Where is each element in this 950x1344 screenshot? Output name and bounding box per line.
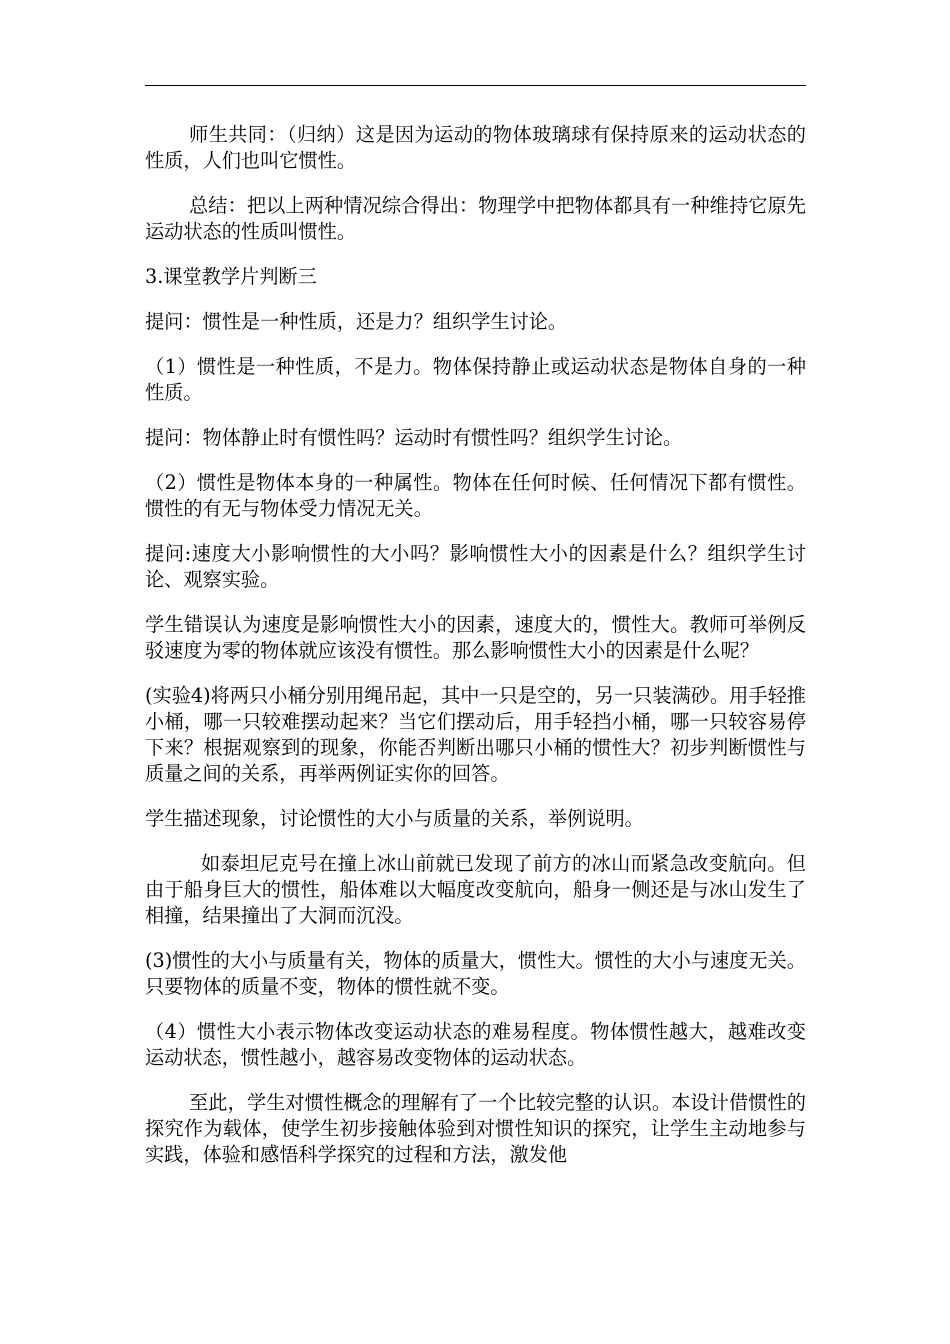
question-paragraph-1: 提问：惯性是一种性质，还是力？组织学生讨论。 (145, 310, 568, 333)
closing-paragraph: 至此，学生对惯性概念的理解有了一个比较完整的认识。本设计借惯性的探究作为载体，使学生初步接触体验到对惯性知识的探究，让学生主动地参与实践，体验和感悟科学探究的过程和方法，激发他 (145, 1091, 806, 1166)
titanic-example-paragraph: 如泰坦尼克号在撞上冰山前就已发现了前方的冰山而紧急改变航向。但由于船身巨大的惯性，船体难以大幅度改变航向，船身一侧还是与冰山发生了相撞，结果撞出了大洞而沉没。 (145, 852, 806, 927)
student-description-paragraph: 学生描述现象，讨论惯性的大小与质量的关系，举例说明。 (145, 807, 644, 830)
point-paragraph-3: (3)惯性的大小与质量有关，物体的质量大，惯性大。惯性的大小与速度无关。只要物体的质量不变，物体的惯性就不变。 (145, 949, 806, 998)
paragraph-teacher-student-summary: 师生共同：（归纳）这是因为运动的物体玻璃球有保持原来的运动状态的性质，人们也叫它惯性。 (145, 123, 806, 172)
paragraph-conclusion: 总结：把以上两种情况综合得出：物理学中把物体都具有一种维持它原先运动状态的性质叫惯性。 (145, 194, 806, 243)
section-heading-3: 3.课堂教学片判断三 (145, 265, 317, 288)
misconception-paragraph: 学生错误认为速度是影响惯性大小的因素，速度大的，惯性大。教师可举例反驳速度为零的物体就应该没有惯性。那么影响惯性大小的因素是什么呢？ (145, 613, 806, 662)
header-rule (145, 85, 806, 86)
document-body (145, 122, 806, 1187)
point-paragraph-4: （4）惯性大小表示物体改变运动状态的难易程度。物体惯性越大，越难改变运动状态，惯性越小，越容易改变物体的运动状态。 (145, 1020, 806, 1069)
point-paragraph-2: （2）惯性是物体本身的一种属性。物体在任何时候、任何情况下都有惯性。惯性的有无与物体受力情况无关。 (145, 471, 806, 520)
question-paragraph-2: 提问：物体静止时有惯性吗？运动时有惯性吗？组织学生讨论。 (145, 426, 683, 449)
point-paragraph-1: （1）惯性是一种性质，不是力。物体保持静止或运动状态是物体自身的一种性质。 (145, 355, 806, 404)
question-paragraph-3: 提问:速度大小影响惯性的大小吗？影响惯性大小的因素是什么？组织学生讨论、观察实验。 (145, 542, 806, 591)
experiment-4-paragraph: (实验4)将两只小桶分别用绳吊起，其中一只是空的，另一只装满砂。用手轻推小桶，哪一只较难摆动起来？当它们摆动后，用手轻挡小桶，哪一只较容易停下来？根据观察到的现象，你能否判断出哪只小桶的惯性大？初步判断惯性与质量之间的关系，再举两例证实你的回答。 (145, 684, 806, 785)
